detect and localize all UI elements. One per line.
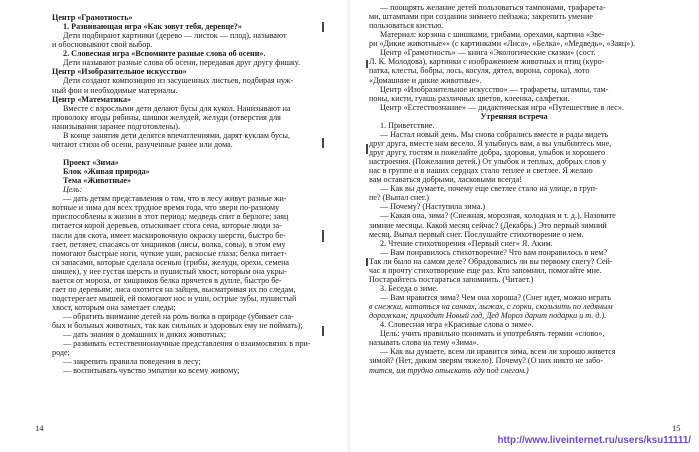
text-line: 1. Приветствие. — [380, 120, 435, 130]
text-line: в снежки, кататься на санках, лыжах, с горки, скользить по ледяным — [369, 302, 613, 312]
text-line: нанизывания заранее подготовлены). — [52, 121, 181, 131]
text-line: друг другу, гостям и пожелайте добра, здоровья, улыбок и хорошего — [369, 148, 606, 157]
scan-mark — [322, 230, 324, 242]
text-line: друг друга, вместе нам весело. Я улыбнусь вам, а вы улыбнитесь мне, — [369, 138, 612, 148]
text-line: называть слова на тему «Зима». — [369, 338, 479, 348]
text-line: 4. Словесная игра «Красивые слова о зиме». — [380, 320, 534, 330]
text-line: Цель: учить правильно понимать и употреблять термин «слово», — [380, 329, 605, 339]
text-line: настроения. (Пожелания детей.) От улыбок и теплых, добрых слов у — [369, 157, 607, 167]
right-page — [349, 0, 699, 452]
text-line: шишек), у нее густая шерсть и пушистый хвост, которым она укры- — [52, 266, 287, 276]
scan-mark — [322, 22, 324, 32]
text-line: 3. Беседа о зиме. — [380, 283, 439, 293]
text-line: — дать детям представления о том, что в лесу живут разные жи- — [63, 194, 287, 204]
text-line: Цель: — [63, 185, 83, 195]
text-line: ми, штампами при создании зимнего пейзажа; закрепить умение — [369, 12, 593, 22]
text-line: поны, кисти, гуашь различных цветов, клеенка, салфетки. — [369, 93, 570, 103]
text-line: вается от мороза, от хищников белка прячется в дупле, быстро бе- — [52, 275, 282, 285]
text-line: роде; — [52, 348, 70, 358]
text-line: Дети называют разные слова об осени, передавая друг другу фишку. — [63, 58, 301, 68]
text-line: зимние месяцы. Какой месяц сейчас? (Декабрь.) Это первый зимний — [369, 220, 607, 230]
scan-mark — [366, 258, 368, 266]
left-page-text — [52, 13, 334, 376]
text-line: нас в группе и в наших сердцах стало теплее и светлее. Я желаю — [369, 166, 593, 176]
text-line: — Вам понравилось стихотворение? Что вам понравилось в нем? — [380, 247, 608, 257]
text-line: — дать знания о домашних и диких животных; — [63, 330, 227, 340]
text-line: Дети создают композицию из засушенных листьев, подбирая нуж- — [63, 76, 294, 86]
text-line: гает по деревьям; лиса охотится на зайцев, высматривая их по следам, — [52, 284, 296, 294]
text-line: Центр «Естествознание» — дидактическая игра «Путешествие в лес». — [380, 102, 624, 112]
text-line: вотные и зима для всех трудное время года, что звери по-разному — [52, 203, 280, 213]
text-line: — воспитывать чувство эмпатии ко всему живому; — [63, 366, 240, 376]
text-line: ри «Дикие животные»» (с картинками «Лиса», «Белка», «Медведь», «Заяц»). — [369, 39, 636, 49]
text-line: Дети подбирают картинки (дерево — листок — плод), называют — [63, 31, 287, 41]
scan-mark — [322, 326, 324, 336]
text-line: гает, петляет, спасаясь от хищников (лисы, волка, совы), в этом ему — [52, 239, 286, 249]
text-line: ный фон и необходимые материалы. — [52, 85, 178, 95]
text-line — [52, 149, 334, 158]
text-line: хвост, которым она заметает следы; — [52, 303, 176, 312]
text-line: — Почему? (Наступила зима.) — [380, 202, 486, 212]
text-line: Л. К. Молодова), картинки с изображением животных и птиц (куро- — [369, 57, 605, 67]
text-line: 2. Словесная игра «Вспомните разные слова об осени». — [63, 49, 266, 59]
text-line: месяц. Выпал первый снег. Послушайте стихотворение о нем. — [369, 229, 584, 239]
text-line: тится, им трудно отыскать еду под снегом.) — [369, 365, 529, 375]
text-line: Тема «Животные» — [63, 176, 132, 186]
text-line: Центр «Грамотность» — книга «Экологические сказки» (сост. — [380, 48, 596, 58]
text-line: — поощрять желание детей пользоваться тампонами, трафарета- — [380, 3, 606, 12]
text-line: приспособлены к жизни в этот период: медведь спит в берлоге; заяц — [52, 212, 289, 222]
text-line: В конце занятия дети делятся впечатлениями, дарят куклам бусы, — [63, 130, 291, 140]
text-line: бых и больных животных, так как сильных и здоровых ему не поймать); — [52, 321, 303, 331]
text-line: подстерегает мышей, ей помогают нос и уши, острые зубы, пушистый — [52, 293, 297, 303]
text-line: — закрепить правила поведения в лесу; — [63, 357, 201, 367]
right-page-number: 15 — [672, 423, 681, 433]
right-page-text — [369, 3, 659, 375]
text-line: Центр «Изобразительное искусство» — [52, 67, 187, 77]
text-line: Так ли было на самом деле? Обрадовались ли вы первому снегу? Сей- — [369, 256, 613, 266]
text-line: — развивать естественнонаучные представления о взаимосвязях в при- — [63, 339, 311, 349]
text-line: дорожкам; приходит Новый год, Дед Мороз дарит подарки и т. д.). — [369, 311, 607, 321]
watermark-url: http://www.liveinternet.ru/users/ksu11111/ — [497, 435, 691, 446]
scan-mark — [366, 144, 368, 154]
scan-mark — [322, 138, 324, 148]
text-line: и обосновывают свой выбор. — [52, 40, 153, 50]
text-line: — обратить внимание детей на роль волка в природе (убивает сла- — [63, 312, 294, 322]
text-line: вам оставаться добрыми, ласковыми всегда! — [369, 175, 522, 185]
text-line: пользоваться кистью. — [369, 21, 444, 31]
text-line: 1. Развивающая игра «Как зовут тебя, деревце?» — [63, 22, 242, 32]
text-line: ся запасами, которые сделала осенью (грибы, желуди, орехи, семена — [52, 257, 290, 267]
text-line: зимой? (Нет, диким зверям тяжело). Почему? (О них никто не забо- — [369, 356, 604, 366]
text-line: Проект «Зима» — [63, 158, 119, 167]
text-line: Вместе с взрослыми дети делают бусы для кукол. Нанизывают на — [63, 103, 291, 113]
text-line: питается корой деревьев, отыскивает стога сена, которые люди за- — [52, 221, 282, 231]
text-line: патка, клесты, бобры, лось, косуля, дятел, ворона, сорока), лото — [369, 66, 590, 76]
scan-mark — [366, 60, 368, 68]
text-line: пе? (Выпал снег.) — [369, 193, 429, 203]
text-line: 2. Чтение стихотворения «Первый снег» Я. Аким. — [380, 238, 553, 248]
text-line: — Вам нравится зима? Чем она хороша? (Снег идет, можно играть — [380, 293, 612, 302]
text-line: — Настал новый день. Мы снова собрались вместе и рады видеть — [380, 129, 609, 139]
text-line: помогают быстрые ноги, чуткие уши, раскосые глаза; белка питает- — [52, 248, 287, 258]
text-line: — Как вы думаете, всем ли нравится зима, всем ли хорошо живется — [380, 347, 616, 357]
text-line: читают стихи об осени, разученные ранее или дома. — [52, 139, 233, 149]
text-line: Центр «Грамотность» — [52, 13, 133, 22]
text-line: Центр «Изобразительное искусство» — трафареты, штампы, там- — [380, 84, 609, 94]
text-line: час я прочту стихотворение еще раз. Кто запомнил, помогайте мне. — [369, 265, 602, 275]
text-line: Блок «Живая природа» — [63, 167, 150, 177]
text-line: Утренняя встреча — [480, 111, 548, 121]
left-page-number: 14 — [35, 423, 44, 433]
left-page — [0, 0, 349, 452]
text-line: — Как вы думаете, почему еще светлее стало на улице, в груп- — [380, 184, 598, 194]
text-line: Центр «Математика» — [52, 94, 132, 104]
text-line: «Домашние и дикие животные». — [369, 75, 482, 85]
text-line: Постарайтесь постараться запомнить. (Читает.) — [369, 274, 534, 284]
text-line: Материал: корзина с шишками, грибами, орехами, картина «Зве- — [380, 30, 605, 40]
text-line: пасли для скота, имеет маскировочную окраску шерсти, быстро бе- — [52, 230, 286, 240]
text-line: — Какая она, зима? (Снежная, морозная, холодная и т. д.). Назовите — [380, 211, 616, 221]
text-line: проволоку ягоды рябины, шишки желудей, желуди (отверстия для — [52, 112, 281, 122]
